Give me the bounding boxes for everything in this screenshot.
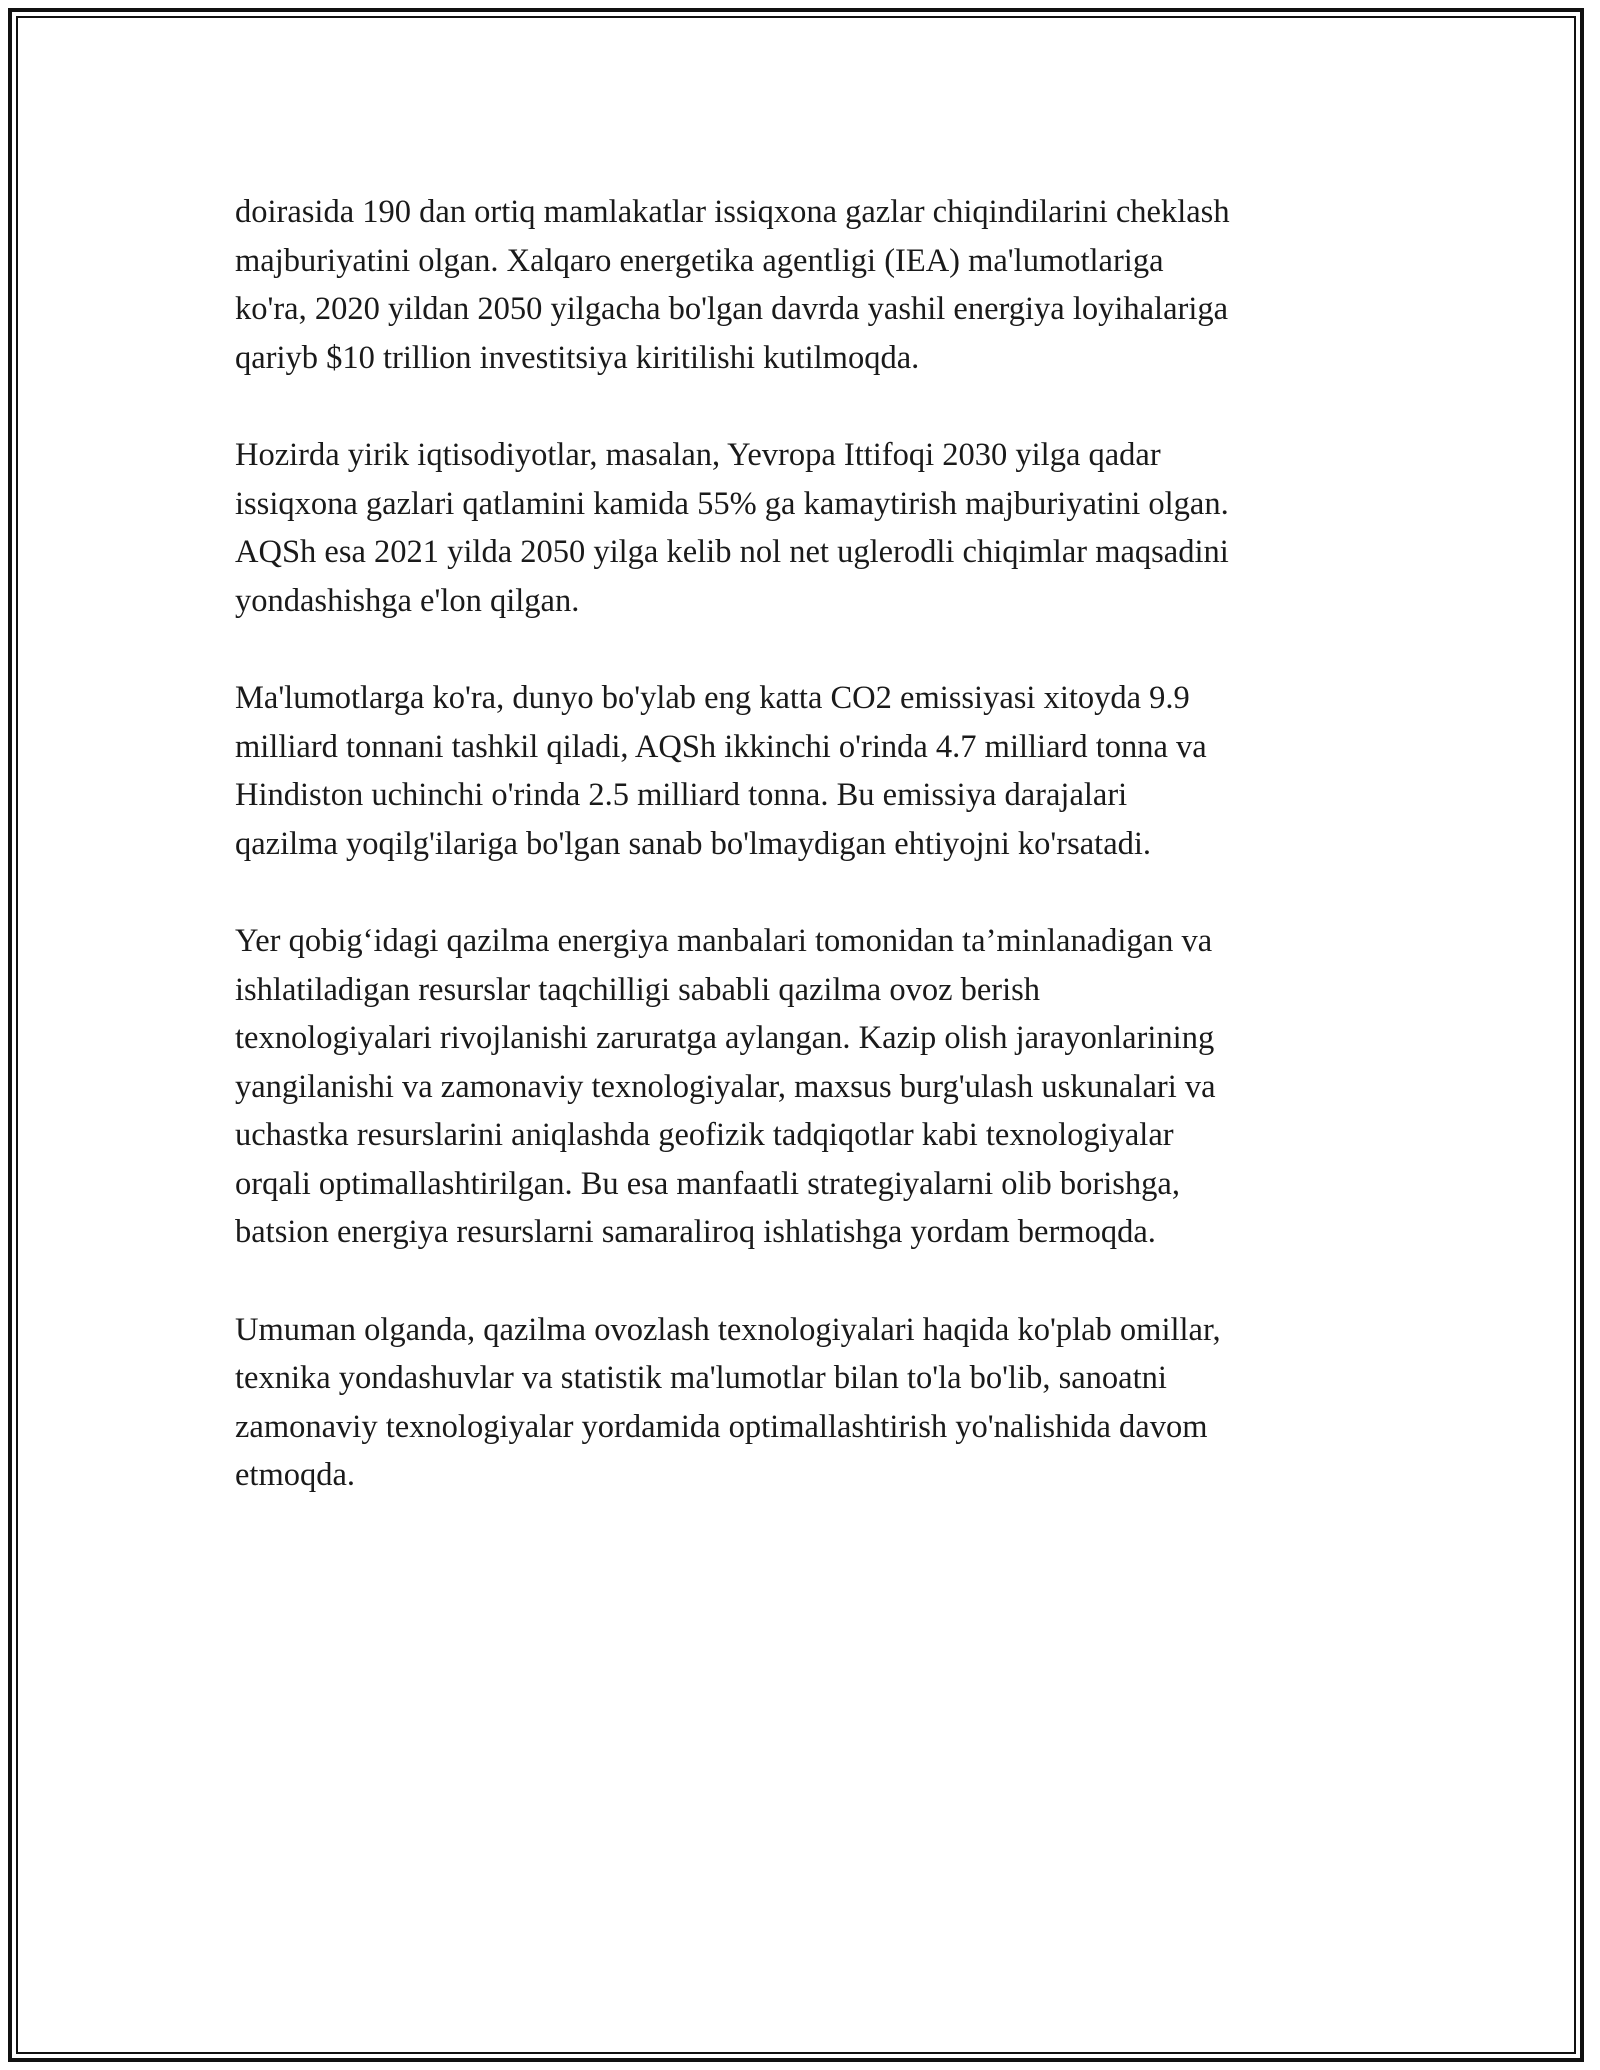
text-line: Ma'lumotlarga ko'ra, dunyo bo'ylab eng katta CO2 emissiyasi xitoyda 9.9 [235, 679, 1190, 716]
text-line: texnologiyalari rivojlanishi zaruratga aylangan. Kazip olish jarayonlarining [235, 1020, 1215, 1057]
paragraph-3 [235, 674, 1375, 868]
paragraph-2 [235, 431, 1375, 625]
text-line: zamonaviy texnologiyalar yordamida optimallashtirish yo'nalishida davom [235, 1408, 1208, 1445]
paragraph-4 [235, 917, 1375, 1257]
text-line: ko'ra, 2020 yildan 2050 yilgacha bo'lgan davrda yashil energiya loyihalariga [235, 291, 1229, 328]
text-line: Hozirda yirik iqtisodiyotlar, masalan, Yevropa Ittifoqi 2030 yilga qadar [235, 436, 1161, 473]
text-line: majburiyatini olgan. Xalqaro energetika agentligi (IEA) ma'lumotlariga [235, 242, 1164, 279]
text-line: milliard tonnani tashkil qiladi, AQSh ikkinchi o'rinda 4.7 milliard tonna va [235, 728, 1207, 765]
text-line: Umuman olganda, qazilma ovozlash texnologiyalari haqida ko'plab omillar, [235, 1311, 1221, 1348]
text-line: yondashishga e'lon qilgan. [235, 582, 580, 619]
text-line: issiqxona gazlari qatlamini kamida 55% ga kamaytirish majburiyatini olgan. [235, 485, 1229, 522]
text-line: yangilanishi va zamonaviy texnologiyalar, maxsus burg'ulash uskunalari va [235, 1068, 1216, 1105]
text-line: doirasida 190 dan ortiq mamlakatlar issiqxona gazlar chiqindilarini cheklash [235, 194, 1230, 230]
document-body [235, 188, 1375, 1549]
text-line: Yer qobig‘idagi qazilma energiya manbalari tomonidan ta’minlanadigan va [235, 922, 1213, 959]
text-line: texnika yondashuvlar va statistik ma'lumotlar bilan to'la bo'lib, sanoatni [235, 1360, 1167, 1397]
text-line: uchastka resurslarini aniqlashda geofizik tadqiqotlar kabi texnologiyalar [235, 1117, 1174, 1154]
text-line: batsion energiya resurslarni samaraliroq ishlatishga yordam bermoqda. [235, 1214, 1156, 1251]
text-line: etmoqda. [235, 1457, 356, 1494]
paragraph-1 [235, 188, 1375, 382]
text-line: ishlatiladigan resurslar taqchilligi sababli qazilma ovoz berish [235, 971, 1041, 1008]
text-line: orqali optimallashtirilgan. Bu esa manfaatli strategiyalarni olib borishga, [235, 1165, 1180, 1202]
text-line: qazilma yoqilg'ilariga bo'lgan sanab bo'lmaydigan ehtiyojni ko'rsatadi. [235, 825, 1152, 862]
text-line: Hindiston uchinchi o'rinda 2.5 milliard tonna. Bu emissiya darajalari [235, 777, 1128, 814]
text-line: AQSh esa 2021 yilda 2050 yilga kelib nol net uglerodli chiqimlar maqsadini [235, 534, 1229, 571]
text-line: qariyb $10 trillion investitsiya kiritilishi kutilmoqda. [235, 339, 920, 376]
paragraph-5 [235, 1306, 1375, 1500]
